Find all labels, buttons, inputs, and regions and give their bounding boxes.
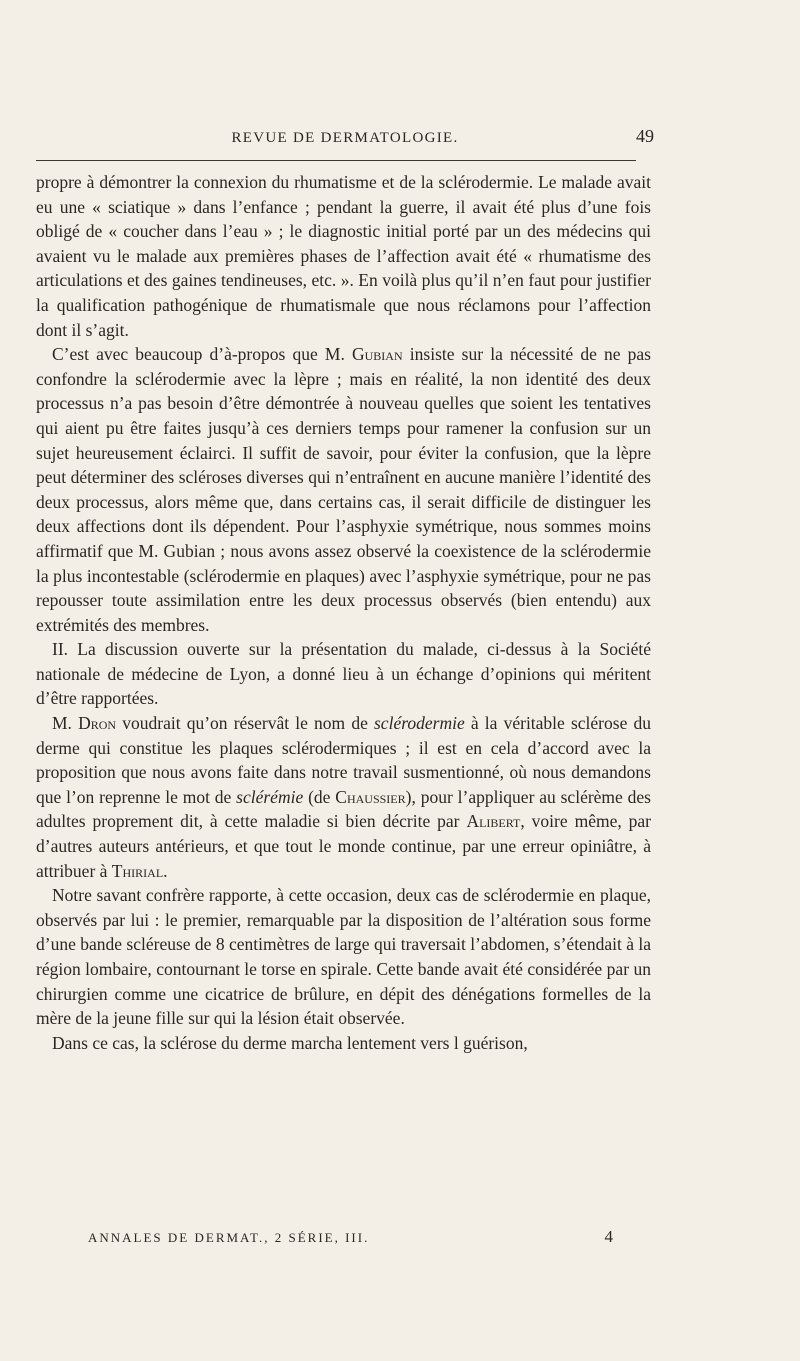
term-scleremie: sclérémie <box>236 786 304 807</box>
paragraph-text: Notre savant confrère rapporte, à cette occasion, deux cas de sclérodermie en plaque, observés par lui : le premier, remarquable par la disposition de l’altération sous forme d’une bande scléreuse de 8 centimètres de large qui traversait l’abdomen, s’étendait à la région lombaire, contournant le torse en spirale. Cette bande avait été considérée par un chirurgien comme une cicatrice de brûlure, en dépit des dénégations formelles de la mère de la jeune fille sur qui la lésion était observée. <box>36 885 651 1029</box>
paragraph-text: II. La discussion ouverte sur la présentation du malade, ci-dessus à la Société nationale de médecine de Lyon, a donné lieu à un échange d’opinions qui méritent d’être rapportées. <box>36 639 651 709</box>
paragraph-continuation <box>36 170 651 342</box>
author-name-gubian: Gubian <box>352 344 403 365</box>
paragraph-two-cases <box>36 883 651 1031</box>
gathering-mark: 4 <box>604 1227 613 1246</box>
header-rule <box>36 160 636 161</box>
author-name-dron: Dron <box>78 713 117 734</box>
paragraph-last-line <box>36 1031 651 1056</box>
paragraph-text: , voire même, par d’autres auteurs antérieurs, et que tout le monde continue, par une erreur opiniâtre, à attribuer à <box>36 811 651 881</box>
paragraph-text: Dans ce cas, la sclérose du derme marcha lentement vers l guérison, <box>52 1032 528 1053</box>
author-name-thirial: Thirial <box>111 860 164 881</box>
paragraph-dron <box>36 711 651 883</box>
paragraph-text: insiste sur la nécessité de ne pas confondre la sclérodermie avec la lèpre ; mais en réalité, la non identité des deux processus n’a pas besoin d’être démontrée à nouveau quelles que soient les tentatives qui aient pu être faites jusqu’à ces derniers temps pour ramener la confusion sur un sujet heureusement éclairci. Il suffit de savoir, pour éviter la confusion, que la lèpre peut déterminer des scléroses diverses qui n’entraînent en aucune manière l’identité des deux processus, alors même que, dans certains cas, il serait difficile de distinguer les deux affections dont ils dépendent. Pour l’asphyxie symétrique, nous sommes moins affirmatif que M. Gubian ; nous avons assez observé la coexistence de la sclérodermie la plus incontestable (sclérodermie en plaques) avec l’asphyxie symétrique, pour ne pas repousser toute assimilation entre les deux processus observés (bien entendu) aux extrémités des membres. <box>36 344 651 635</box>
journal-signature: ANNALES DE DERMAT., 2 SÉRIE, III. <box>88 1230 370 1245</box>
paragraph-text: propre à démontrer la connexion du rhumatisme et de la sclérodermie. Le malade avait eu une « sciatique » dans l’enfance ; pendant la guerre, il avait été plus d’une fois obligé de « coucher dans l’eau » ; le diagnostic initial porté par un des médecins qui avaient vu le malade aux premières phases de l’affection avait été « rhumatisme des articulations et des gaines tendineuses, etc. ». En voilà plus qu’il n’en faut pour justifier la qualification pathogénique de rhumatismale que nous réclamons pour l’affection dont il s’agit. <box>36 172 651 340</box>
paragraph-text: (de <box>303 786 336 807</box>
term-sclerodermie: sclérodermie <box>374 713 465 734</box>
paragraph-text: voudrait qu’on réservât le nom de <box>116 713 374 734</box>
running-head <box>36 124 654 152</box>
paragraph-text: M. <box>52 713 79 734</box>
page-number: 49 <box>636 126 654 146</box>
author-name-alibert: Alibert <box>466 811 521 832</box>
paragraph-text: ), pour l’appliquer au sclérème des adultes proprement dit, à cette maladie si bien décrite par <box>36 786 651 832</box>
page-footer <box>88 1227 613 1254</box>
paragraph-gubian <box>36 342 651 637</box>
paragraph-text: C’est avec beaucoup d’à-propos que M. <box>52 344 352 365</box>
running-title: REVUE DE DERMATOLOGIE. <box>231 130 459 146</box>
author-name-chaussier: Chaussier <box>335 786 406 807</box>
paragraph-section-two <box>36 637 651 711</box>
paragraph-text: . <box>163 860 168 881</box>
paragraph-text: à la véritable sclérose du derme qui constitue les plaques sclérodermiques ; il est en cela d’accord avec la proposition que nous avons faite dans notre travail susmentionné, où nous demandons que l’on reprenne le mot de <box>36 713 651 807</box>
body-text <box>36 170 651 1055</box>
